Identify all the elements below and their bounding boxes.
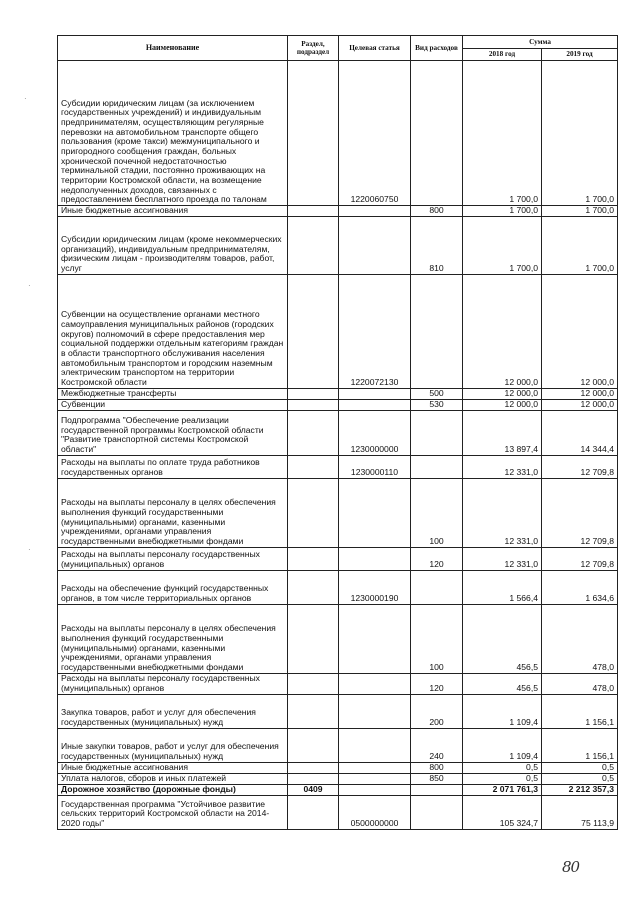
row-sum-2018: 12 000,0: [463, 274, 542, 388]
row-sum-2019: 478,0: [542, 673, 618, 694]
row-sum-2018: 13 897,4: [463, 410, 542, 455]
row-name: Расходы на выплаты персоналу государственных (муниципальных) органов: [58, 673, 288, 694]
table-row: [58, 61, 618, 206]
row-name: Расходы на обеспечение функций государственных органов, в том числе территориальных органов: [58, 570, 288, 604]
row-type: 100: [411, 478, 463, 547]
row-name: Расходы на выплаты по оплате труда работников государственных органов: [58, 455, 288, 478]
row-name: Иные бюджетные ассигнования: [58, 206, 288, 217]
header-sum: Сумма: [463, 36, 618, 49]
row-sum-2018: 12 331,0: [463, 455, 542, 478]
row-target: [339, 206, 411, 217]
row-name: Межбюджетные трансферты: [58, 388, 288, 399]
row-sum-2019: 12 000,0: [542, 274, 618, 388]
row-name: Иные бюджетные ассигнования: [58, 762, 288, 773]
row-sum-2018: 12 000,0: [463, 399, 542, 410]
row-target: 1220060750: [339, 61, 411, 206]
row-sum-2019: 0,5: [542, 762, 618, 773]
table-row: [58, 410, 618, 455]
row-type: 850: [411, 773, 463, 784]
row-type: 530: [411, 399, 463, 410]
row-target: [339, 773, 411, 784]
header-target: Целевая статья: [339, 36, 411, 61]
row-target: [339, 694, 411, 728]
table-row: [58, 388, 618, 399]
row-target: 1230000110: [339, 455, 411, 478]
table-body: [58, 61, 618, 830]
row-section: [288, 274, 339, 388]
table-row: [58, 773, 618, 784]
row-sum-2019: 1 156,1: [542, 728, 618, 762]
row-type: 100: [411, 604, 463, 673]
header-type: Вид расходов: [411, 36, 463, 61]
row-target: [339, 604, 411, 673]
row-sum-2019: 14 344,4: [542, 410, 618, 455]
table-row: [58, 399, 618, 410]
row-sum-2019: 12 709,8: [542, 455, 618, 478]
row-sum-2019: 12 000,0: [542, 388, 618, 399]
row-sum-2019: 478,0: [542, 604, 618, 673]
row-section: 0409: [288, 784, 339, 795]
row-sum-2018: 0,5: [463, 762, 542, 773]
row-target: [339, 784, 411, 795]
row-sum-2019: 1 700,0: [542, 61, 618, 206]
table-row: [58, 694, 618, 728]
row-section: [288, 216, 339, 274]
row-type: 120: [411, 673, 463, 694]
row-type: 800: [411, 206, 463, 217]
row-sum-2019: 1 700,0: [542, 206, 618, 217]
scan-mark: ·: [28, 281, 31, 290]
row-type: 200: [411, 694, 463, 728]
row-target: [339, 399, 411, 410]
table-row: [58, 547, 618, 570]
row-target: [339, 478, 411, 547]
row-sum-2018: 1 700,0: [463, 61, 542, 206]
row-sum-2018: 12 331,0: [463, 478, 542, 547]
row-sum-2018: 456,5: [463, 604, 542, 673]
row-sum-2019: 12 709,8: [542, 478, 618, 547]
row-sum-2018: 0,5: [463, 773, 542, 784]
row-target: [339, 762, 411, 773]
table-row: [58, 206, 618, 217]
row-target: [339, 388, 411, 399]
table-row: [58, 795, 618, 829]
row-section: [288, 694, 339, 728]
row-sum-2018: 12 000,0: [463, 388, 542, 399]
row-sum-2019: 75 113,9: [542, 795, 618, 829]
row-name: Закупка товаров, работ и услуг для обеспечения государственных (муниципальных) нужд: [58, 694, 288, 728]
row-type: 240: [411, 728, 463, 762]
row-target: 1230000190: [339, 570, 411, 604]
row-type: [411, 455, 463, 478]
row-type: [411, 61, 463, 206]
table-row: [58, 274, 618, 388]
row-name: Субсидии юридическим лицам (кроме некоммерческих организаций), индивидуальным предпринимателям, физическим лицам - производителям товаров, работ, услуг: [58, 216, 288, 274]
row-sum-2019: 0,5: [542, 773, 618, 784]
row-type: [411, 274, 463, 388]
row-sum-2019: 12 709,8: [542, 547, 618, 570]
table-row: [58, 604, 618, 673]
row-section: [288, 410, 339, 455]
row-type: 800: [411, 762, 463, 773]
table-row: [58, 570, 618, 604]
scan-mark: ·: [24, 94, 27, 103]
table-row: [58, 455, 618, 478]
row-name: Уплата налогов, сборов и иных платежей: [58, 773, 288, 784]
row-name: Субвенции: [58, 399, 288, 410]
table-row: [58, 478, 618, 547]
row-type: [411, 784, 463, 795]
row-section: [288, 399, 339, 410]
budget-table: [57, 35, 618, 830]
row-section: [288, 728, 339, 762]
row-sum-2018: 1 700,0: [463, 206, 542, 217]
row-name: Субвенции на осуществление органами местного самоуправления муниципальных районов (городских округов) полномочий в сфере предоставления мер социальной поддержки отдельным категориям граждан в области транспортного обслуживания населения автомобильным транспортом и городским наземным электрическим транспортом на территории Костромской области: [58, 274, 288, 388]
row-target: 0500000000: [339, 795, 411, 829]
row-target: [339, 728, 411, 762]
row-name: Расходы на выплаты персоналу в целях обеспечения выполнения функций государственными (муниципальными) органами, казенными учреждениями, органами управления государственными внебюджетными фондами: [58, 604, 288, 673]
row-section: [288, 673, 339, 694]
table-row: [58, 762, 618, 773]
row-section: [288, 547, 339, 570]
header-section: Раздел, подраздел: [288, 36, 339, 61]
row-section: [288, 795, 339, 829]
row-sum-2018: 1 700,0: [463, 216, 542, 274]
row-name: Государственная программа "Устойчивое развитие сельских территорий Костромской области на 2014-2020 годы": [58, 795, 288, 829]
page-number: 80: [562, 858, 580, 876]
row-name: Субсидии юридическим лицам (за исключением государственных учреждений) и индивидуальным предпринимателям, осуществляющим регулярные перевозки на автомобильном транспорте общего пользования (кроме такси) межмуниципального и пригородного сообщения граждан, больных хронической почечной недостаточностью терминальной стадии, постоянно проживающих на территории Костромской области, на возмещение недополученных доходов, связанных с предоставлением бесплатного проезда по талонам: [58, 61, 288, 206]
row-section: [288, 773, 339, 784]
row-name: Дорожное хозяйство (дорожные фонды): [58, 784, 288, 795]
row-type: [411, 410, 463, 455]
row-sum-2018: 456,5: [463, 673, 542, 694]
row-target: [339, 673, 411, 694]
row-sum-2018: 1 109,4: [463, 694, 542, 728]
header-name: Наименование: [58, 36, 288, 61]
row-sum-2018: 1 109,4: [463, 728, 542, 762]
row-sum-2018: 105 324,7: [463, 795, 542, 829]
row-section: [288, 570, 339, 604]
header-2018: 2018 год: [463, 49, 542, 61]
row-type: [411, 570, 463, 604]
row-section: [288, 388, 339, 399]
row-name: Расходы на выплаты персоналу в целях обеспечения выполнения функций государственными (муниципальными) органами, казенными учреждениями, органами управления государственными внебюджетными фондами: [58, 478, 288, 547]
table-row: [58, 216, 618, 274]
row-section: [288, 478, 339, 547]
table-row: [58, 784, 618, 795]
row-section: [288, 455, 339, 478]
row-section: [288, 604, 339, 673]
row-sum-2019: 2 212 357,3: [542, 784, 618, 795]
row-sum-2018: 12 331,0: [463, 547, 542, 570]
table-row: [58, 673, 618, 694]
row-section: [288, 61, 339, 206]
row-section: [288, 762, 339, 773]
row-sum-2018: 2 071 761,3: [463, 784, 542, 795]
row-type: 500: [411, 388, 463, 399]
row-type: 120: [411, 547, 463, 570]
row-name: Иные закупки товаров, работ и услуг для обеспечения государственных (муниципальных) нужд: [58, 728, 288, 762]
header-2019: 2019 год: [542, 49, 618, 61]
row-type: [411, 795, 463, 829]
row-target: [339, 216, 411, 274]
row-sum-2019: 1 634,6: [542, 570, 618, 604]
row-sum-2019: 1 700,0: [542, 216, 618, 274]
scan-mark: ·: [28, 545, 31, 554]
row-name: Расходы на выплаты персоналу государственных (муниципальных) органов: [58, 547, 288, 570]
row-name: Подпрограмма "Обеспечение реализации государственной программы Костромской области "Развитие транспортной системы Костромской области": [58, 410, 288, 455]
row-sum-2019: 1 156,1: [542, 694, 618, 728]
row-target: [339, 547, 411, 570]
row-target: 1220072130: [339, 274, 411, 388]
row-type: 810: [411, 216, 463, 274]
row-target: 1230000000: [339, 410, 411, 455]
row-sum-2018: 1 566,4: [463, 570, 542, 604]
row-sum-2019: 12 000,0: [542, 399, 618, 410]
row-section: [288, 206, 339, 217]
table-row: [58, 728, 618, 762]
